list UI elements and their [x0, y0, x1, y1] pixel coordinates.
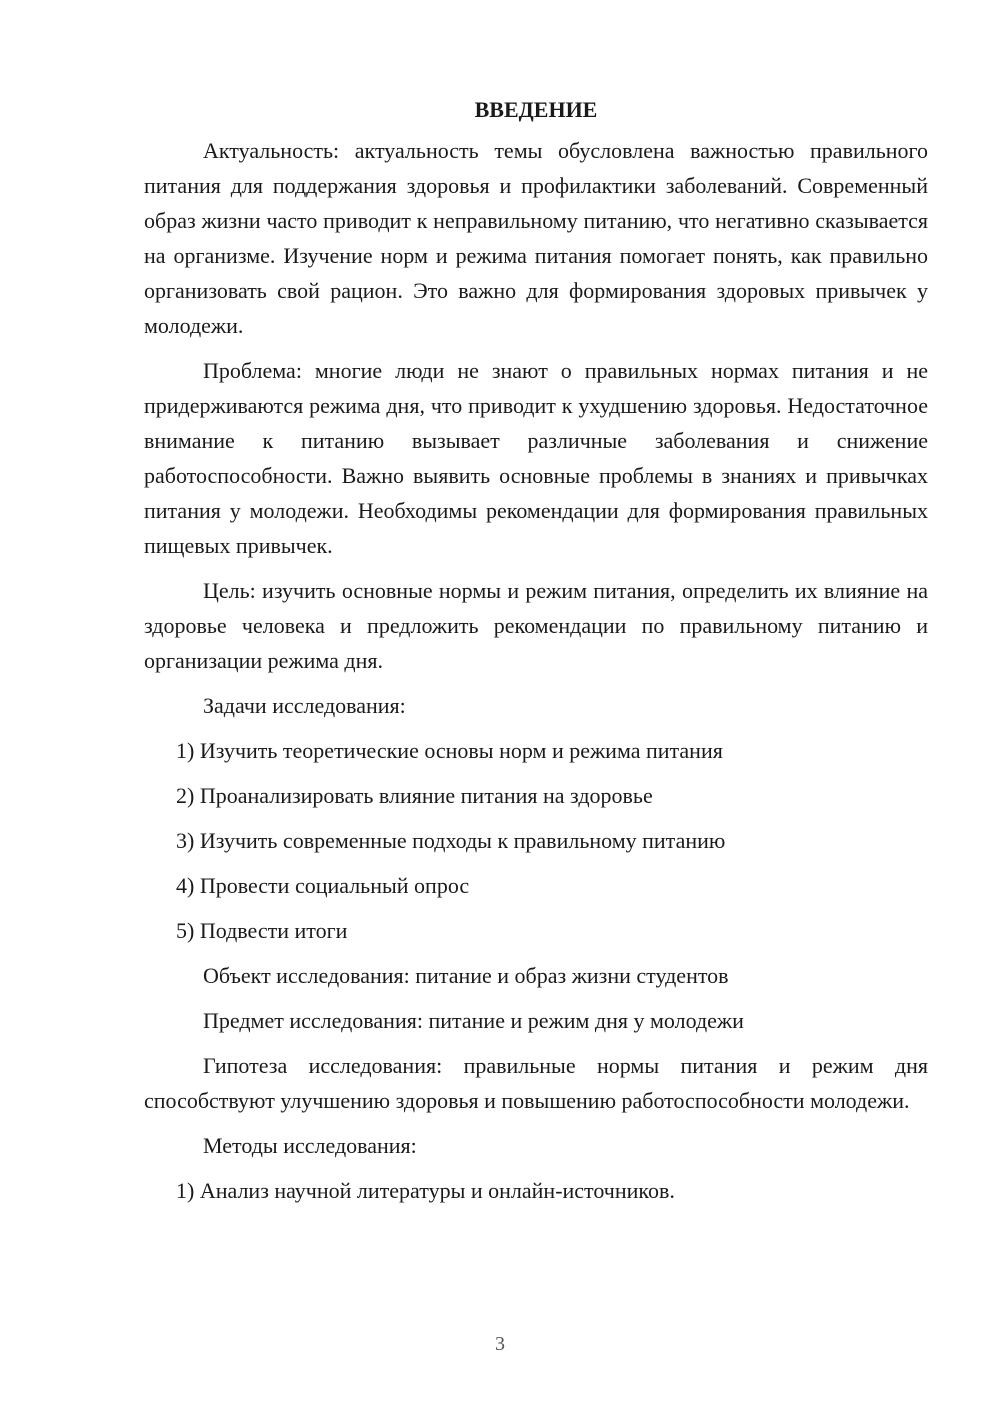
tasks-heading: Задачи исследования:	[203, 693, 406, 718]
task-item-3: 3) Изучить современные подходы к правильному питанию	[176, 828, 726, 853]
task-item-1: 1) Изучить теоретические основы норм и режима питания	[176, 738, 723, 763]
methods-heading: Методы исследования:	[203, 1133, 417, 1158]
research-object: Объект исследования: питание и образ жизни студентов	[203, 963, 729, 988]
goal-paragraph: Цель: изучить основные нормы и режим питания, определить их влияние на здоровье человека и предложить рекомендации по правильному питанию и организации режима дня.	[144, 578, 928, 673]
problem-paragraph: Проблема: многие люди не знают о правильных нормах питания и не придерживаются режима дня, что приводит к ухудшению здоровья. Недостаточное внимание к питанию вызывает различные заболевания и снижение работоспособности. Важно выявить основные проблемы в знаниях и привычках питания у молодежи. Необходимы рекомендации для формирования правильных пищевых привычек.	[144, 358, 928, 558]
task-item-2: 2) Проанализировать влияние питания на здоровье	[176, 783, 653, 808]
page-number: 3	[495, 1333, 505, 1355]
hypothesis-paragraph: Гипотеза исследования: правильные нормы питания и режим дня способствуют улучшению здоровья и повышению работоспособности молодежи.	[144, 1053, 928, 1113]
method-item-1: 1) Анализ научной литературы и онлайн-источников.	[176, 1178, 675, 1203]
task-item-4: 4) Провести социальный опрос	[176, 873, 470, 898]
relevance-paragraph: Актуальность: актуальность темы обусловлена важностью правильного питания для поддержания здоровья и профилактики заболеваний. Современный образ жизни часто приводит к неправильному питанию, что негативно сказывается на организме. Изучение норм и режима питания помогает понять, как правильно организовать свой рацион. Это важно для формирования здоровых привычек у молодежи.	[144, 138, 928, 338]
section-title: ВВЕДЕНИЕ	[474, 97, 598, 122]
page-content	[144, 92, 928, 1218]
task-item-5: 5) Подвести итоги	[176, 918, 348, 943]
research-subject: Предмет исследования: питание и режим дня у молодежи	[203, 1008, 744, 1033]
